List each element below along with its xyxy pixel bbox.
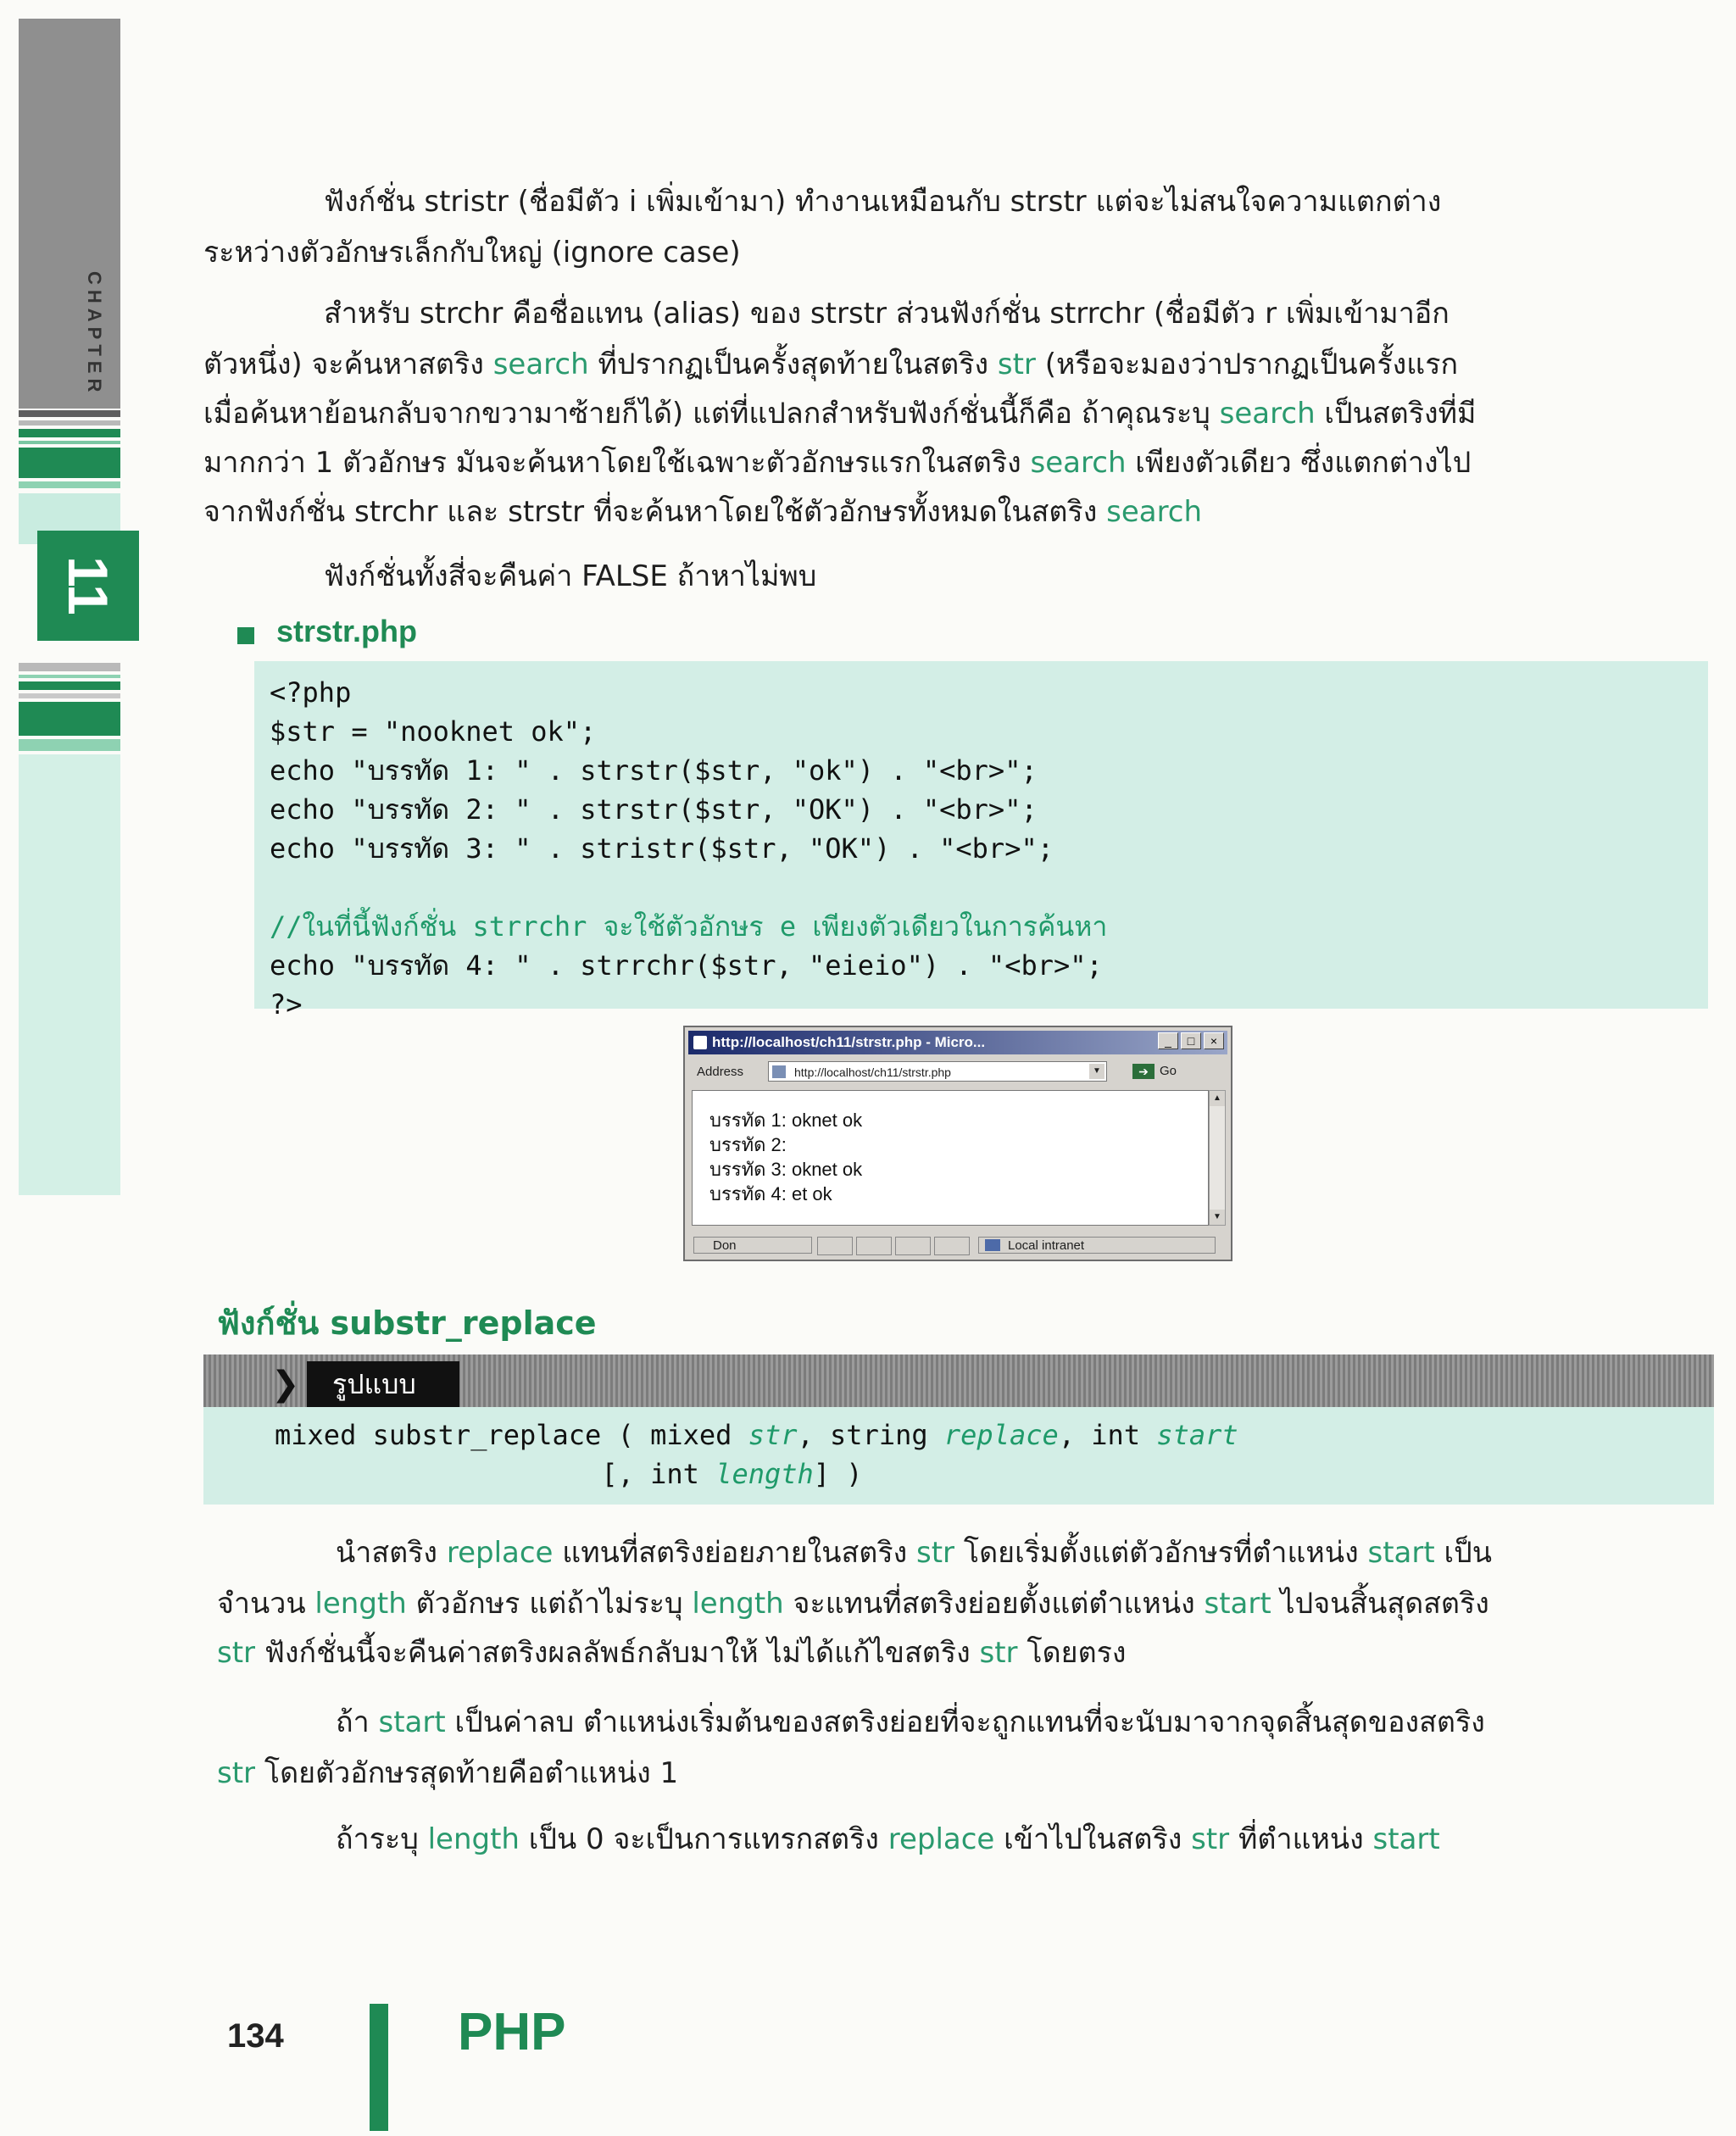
text: จำนวน xyxy=(217,1587,315,1621)
browser-window xyxy=(683,1026,1232,1261)
address-value: http://localhost/ch11/strstr.php xyxy=(794,1065,951,1079)
code-line: echo "บรรทัด 2: " . strstr($str, "OK") . "<br>"; xyxy=(270,793,1038,826)
page-icon xyxy=(772,1065,786,1078)
param-start: start xyxy=(1156,1419,1238,1451)
desc-line-3 xyxy=(217,1627,1709,1678)
keyword-search: search xyxy=(1219,397,1316,431)
code-comment: //ในที่นี้ฟังก์ชั่น strrchr จะใช้ตัวอักษร e เพียงตัวเดียวในการค้นหา xyxy=(270,910,1108,943)
paragraph-2-line-5 xyxy=(203,487,1695,537)
text: ไปจนสิ้นสุดสตริง xyxy=(1271,1587,1489,1621)
paragraph-2-line-1: สำหรับ strchr คือชื่อแทน (alias) ของ strstr ส่วนฟังก์ชั่น strrchr (ชื่อมีตัว r เพิ่มเข้ามาอีก xyxy=(324,297,1449,331)
code-line: <?php xyxy=(270,676,352,709)
text: เป็นค่าลบ ตำแหน่งเริ่มต้นของสตริงย่อยที่จะถูกแทนที่จะนับมาจากจุดสิ้นสุดของสตริง xyxy=(445,1705,1485,1739)
status-cells xyxy=(817,1237,970,1255)
param-str: str xyxy=(748,1419,798,1451)
page-number: 134 xyxy=(227,2017,284,2055)
code-line: echo "บรรทัด 1: " . strstr($str, "ok") . "<br>"; xyxy=(270,754,1038,787)
text: โดยเริ่มตั้งแต่ตัวอักษรที่ตำแหน่ง xyxy=(954,1536,1368,1570)
address-bar xyxy=(690,1060,1226,1085)
status-cell xyxy=(934,1237,970,1255)
scroll-down-icon[interactable]: ▼ xyxy=(1210,1210,1225,1225)
browser-title-bar xyxy=(688,1031,1227,1054)
browser-content xyxy=(692,1090,1209,1226)
text: จากฟังก์ชั่น strchr และ strstr ที่จะค้นหาโดยใช้ตัวอักษรทั้งหมดในสตริง xyxy=(203,495,1107,529)
address-input[interactable] xyxy=(768,1061,1107,1082)
status-zone: Local intranet xyxy=(978,1237,1216,1254)
text: จะแทนที่สตริงย่อยตั้งแต่ตำแหน่ง xyxy=(783,1587,1205,1621)
code-line: echo "บรรทัด 4: " . strrchr($str, "eieio") . "<br>"; xyxy=(270,949,1103,982)
keyword-start: start xyxy=(378,1705,446,1739)
output-line: บรรทัด 3: oknet ok xyxy=(709,1159,863,1180)
output-line: บรรทัด 2: xyxy=(709,1134,787,1155)
text: โดยตัวอักษรสุดท้ายคือตำแหน่ง 1 xyxy=(255,1756,679,1790)
text: ตัวหนึ่ง) จะค้นหาสตริง xyxy=(203,348,493,381)
scroll-up-icon[interactable]: ▲ xyxy=(1210,1091,1225,1106)
syntax-code xyxy=(275,1416,1238,1494)
keyword-length: length xyxy=(427,1822,520,1856)
text: ถ้า xyxy=(336,1705,379,1739)
desc-line-2 xyxy=(217,1578,1709,1629)
text: ถ้าระบุ xyxy=(336,1822,428,1856)
paragraph-1-line-1: ฟังก์ชั่น stristr (ชื่อมีตัว i เพิ่มเข้ามา) ทำงานเหมือนกับ strstr แต่จะไม่สนใจความแตกต่าง xyxy=(324,185,1442,219)
browser-title-text: http://localhost/ch11/strstr.php - Micro... xyxy=(712,1034,986,1050)
desc-line-4 xyxy=(203,1697,1695,1748)
text: ตัวอักษร แต่ถ้าไม่ระบุ xyxy=(406,1587,693,1621)
paragraph-2-line-4 xyxy=(203,437,1695,488)
chevron-right-icon: ❯ xyxy=(271,1365,300,1404)
text: เป็นสตริงที่มี xyxy=(1315,397,1477,431)
text: ที่ตำแหน่ง xyxy=(1229,1822,1373,1856)
status-done: Don xyxy=(693,1237,812,1254)
syntax-text: , string xyxy=(797,1419,944,1451)
code-block xyxy=(254,661,1708,1021)
keyword-search: search xyxy=(492,348,589,381)
keyword-start: start xyxy=(1372,1822,1440,1856)
keyword-replace: replace xyxy=(446,1536,554,1570)
keyword-str: str xyxy=(217,1636,256,1670)
chapter-number: 11 xyxy=(57,556,120,615)
text: เมื่อค้นหาย้อนกลับจากขวามาซ้ายก็ได้) แต่ที่แปลกสำหรับฟังก์ชั่นนี้ก็คือ ถ้าคุณระบุ xyxy=(203,397,1220,431)
keyword-str: str xyxy=(997,348,1036,381)
paragraph-1-line-2: ระหว่างตัวอักษรเล็กกับใหญ่ (ignore case) xyxy=(203,236,741,270)
keyword-replace: replace xyxy=(887,1822,995,1856)
paragraph-2-line-3 xyxy=(203,388,1695,439)
ie-icon xyxy=(693,1036,707,1049)
output-line: บรรทัด 1: oknet ok xyxy=(709,1110,863,1131)
keyword-str: str xyxy=(1191,1822,1230,1856)
code-line: ?> xyxy=(270,988,303,1021)
chapter-number-tab xyxy=(37,531,139,641)
keyword-start: start xyxy=(1367,1536,1435,1570)
footer-divider xyxy=(370,2004,388,2131)
keyword-start: start xyxy=(1204,1587,1271,1621)
desc-line-5 xyxy=(217,1748,1709,1799)
status-bar xyxy=(690,1234,1226,1256)
go-arrow-icon: ➔ xyxy=(1132,1064,1155,1079)
syntax-text: ] ) xyxy=(813,1458,863,1490)
paragraph-3: ฟังก์ชั่นทั้งสี่จะคืนค่า FALSE ถ้าหาไม่พบ xyxy=(324,559,817,593)
chapter-label: CHAPTER xyxy=(84,271,105,398)
keyword-str: str xyxy=(979,1636,1018,1670)
text: แทนที่สตริงย่อยภายในสตริง xyxy=(553,1536,916,1570)
desc-line-6 xyxy=(203,1814,1695,1865)
go-label: Go xyxy=(1160,1064,1177,1078)
code-listing xyxy=(270,673,1107,1024)
syntax-text: mixed substr_replace ( mixed xyxy=(275,1419,748,1451)
desc-line-1 xyxy=(203,1527,1695,1578)
text: เป็น 0 จะเป็นการแทรกสตริง xyxy=(519,1822,888,1856)
footer-title: PHP xyxy=(458,2003,566,2061)
keyword-length: length xyxy=(692,1587,784,1621)
window-controls xyxy=(1158,1032,1224,1049)
scrollbar[interactable] xyxy=(1209,1090,1226,1226)
param-length: length xyxy=(715,1458,814,1490)
syntax-text: , int xyxy=(1058,1419,1157,1451)
maximize-icon[interactable]: □ xyxy=(1181,1032,1201,1049)
output-line: บรรทัด 4: et ok xyxy=(709,1183,832,1204)
output-lines xyxy=(709,1108,862,1206)
paragraph-2-line-2 xyxy=(203,339,1695,390)
syntax-text: [, int xyxy=(601,1458,716,1490)
text: นำสตริง xyxy=(336,1536,447,1570)
keyword-str: str xyxy=(916,1536,955,1570)
syntax-block xyxy=(203,1407,1714,1505)
keyword-str: str xyxy=(217,1756,256,1790)
keyword-search: search xyxy=(1030,446,1127,480)
go-button[interactable] xyxy=(1129,1061,1197,1082)
syntax-label: รูปแบบ xyxy=(307,1361,459,1407)
status-cell xyxy=(817,1237,853,1255)
text: โดยตรง xyxy=(1017,1636,1127,1670)
text: เป็น xyxy=(1434,1536,1492,1570)
text: ฟังก์ชั่นนี้จะคืนค่าสตริงผลลัพธ์กลับมาให้ ไม่ได้แก้ไขสตริง xyxy=(255,1636,980,1670)
address-label: Address xyxy=(697,1065,744,1079)
text: เข้าไปในสตริง xyxy=(994,1822,1192,1856)
section-title: strstr.php xyxy=(276,614,418,648)
code-line: $str = "nooknet ok"; xyxy=(270,715,597,748)
minimize-icon[interactable]: _ xyxy=(1158,1032,1178,1049)
code-line: echo "บรรทัด 3: " . stristr($str, "OK") . "<br>"; xyxy=(270,832,1054,865)
keyword-search: search xyxy=(1106,495,1203,529)
status-cell xyxy=(856,1237,892,1255)
chevron-down-icon[interactable]: ▼ xyxy=(1089,1064,1104,1079)
close-icon[interactable]: × xyxy=(1204,1032,1224,1049)
text: เพียงตัวเดียว ซึ่งแตกต่างไป xyxy=(1126,446,1472,480)
text: มากกว่า 1 ตัวอักษร มันจะค้นหาโดยใช้เฉพาะตัวอักษรแรกในสตริง xyxy=(203,446,1031,480)
section-bullet-icon xyxy=(237,627,254,644)
text: ที่ปรากฏเป็นครั้งสุดท้ายในสตริง xyxy=(588,348,998,381)
status-cell xyxy=(895,1237,931,1255)
function-heading: ฟังก์ชั่น substr_replace xyxy=(217,1304,597,1342)
param-replace: replace xyxy=(943,1419,1059,1451)
keyword-length: length xyxy=(314,1587,407,1621)
text: (หรือจะมองว่าปรากฏเป็นครั้งแรก xyxy=(1035,348,1459,381)
